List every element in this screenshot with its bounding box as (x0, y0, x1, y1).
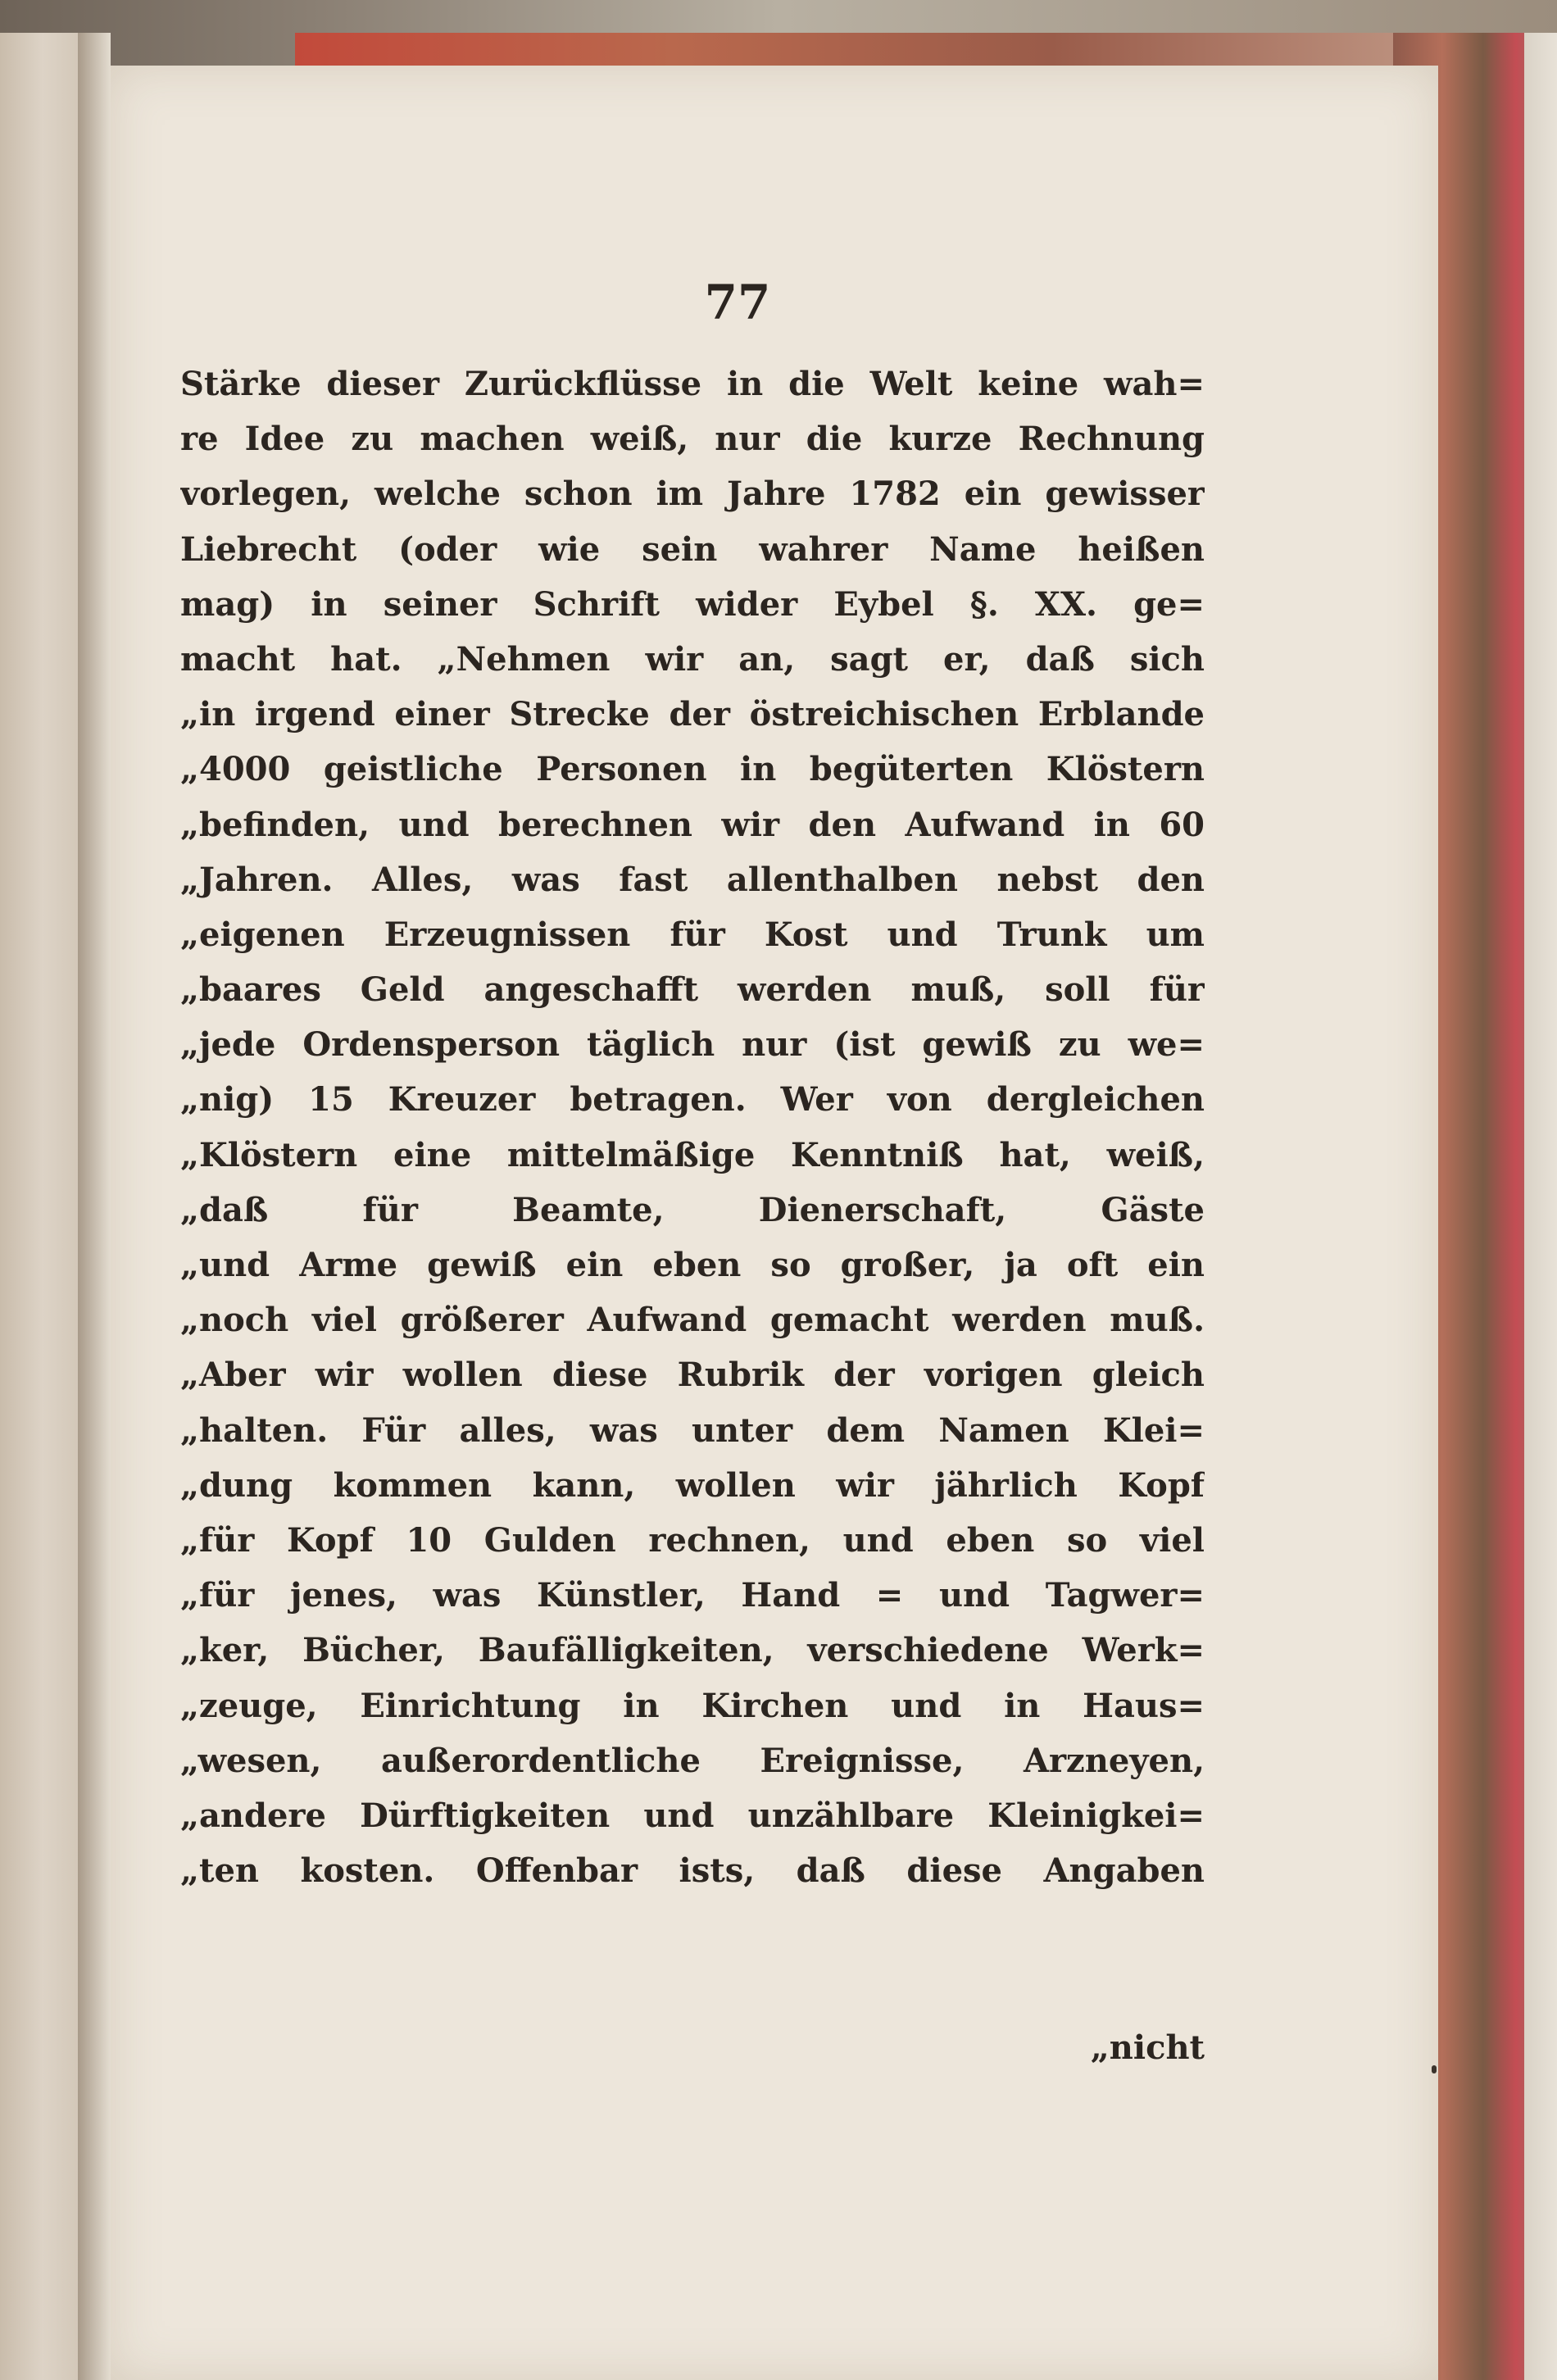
text-line: „zeuge, Einrichtung in Kirchen und in Haus= (180, 1686, 1205, 1725)
page-number: 77 (704, 275, 771, 330)
text-line: „ker, Bücher, Baufälligkeiten, verschiedene Werk= (180, 1631, 1205, 1670)
text-line: macht hat. „Nehmen wir an, sagt er, daß sich (180, 639, 1205, 679)
text-line: „und Arme gewiß ein eben so großer, ja oft ein (180, 1246, 1205, 1284)
text-line: „andere Dürftigkeiten und unzählbare Kleinigkei= (180, 1796, 1205, 1835)
page-block-edge (1524, 33, 1557, 2380)
text-line: „in irgend einer Strecke der östreichischen Erblande (180, 695, 1205, 734)
facing-page-edge (0, 33, 80, 2380)
text-line: „eigenen Erzeugnissen für Kost und Trunk um (180, 915, 1205, 954)
book-page (111, 66, 1438, 2380)
text-line: „Aber wir wollen diese Rubrik der vorigen gleich (180, 1356, 1205, 1395)
text-line: mag) in seiner Schrift wider Eybel §. XX. ge= (180, 584, 1205, 624)
text-line: „jede Ordensperson täglich nur (ist gewiß zu we= (180, 1025, 1205, 1065)
text-line: „ten kosten. Offenbar ists, daß diese Angaben (180, 1851, 1205, 1891)
text-line: „daß für Beamte, Dienerschaft, Gäste (180, 1190, 1205, 1229)
text-line: vorlegen, welche schon im Jahre 1782 ein gewisser (180, 475, 1205, 514)
body-text (180, 357, 1205, 1898)
text-line: „4000 geistliche Personen in begüterten Klöstern (180, 750, 1205, 789)
ink-speck (1430, 2065, 1455, 2090)
text-line: „noch viel größerer Aufwand gemacht werden muß. (180, 1301, 1205, 1340)
catchword: „nicht (1090, 2028, 1205, 2067)
text-line: „halten. Für alles, was unter dem Namen Klei= (180, 1410, 1205, 1450)
text-line: „für Kopf 10 Gulden rechnen, und eben so viel (180, 1520, 1205, 1560)
text-line: „wesen, außerordentliche Ereignisse, Arzneyen, (180, 1741, 1205, 1780)
text-line: „nig) 15 Kreuzer betragen. Wer von dergleichen (180, 1080, 1205, 1120)
text-line: „für jenes, was Künstler, Hand = und Tagwer= (180, 1576, 1205, 1615)
text-line: „Jahren. Alles, was fast allenthalben nebst den (180, 860, 1205, 899)
text-line: re Idee zu machen weiß, nur die kurze Rechnung (180, 420, 1205, 459)
text-line: Liebrecht (oder wie sein wahrer Name heißen (180, 529, 1205, 569)
text-line: „befinden, und berechnen wir den Aufwand in 60 (180, 805, 1205, 844)
text-line: „dung kommen kann, wollen wir jährlich Kopf (180, 1465, 1205, 1505)
text-line: „Klöstern eine mittelmäßige Kenntniß hat, weiß, (180, 1135, 1205, 1174)
book-gutter (78, 33, 111, 2380)
text-line: Stärke dieser Zurückflüsse in die Welt keine wah= (180, 365, 1205, 403)
text-line: „baares Geld angeschafft werden muß, soll für (180, 970, 1205, 1010)
